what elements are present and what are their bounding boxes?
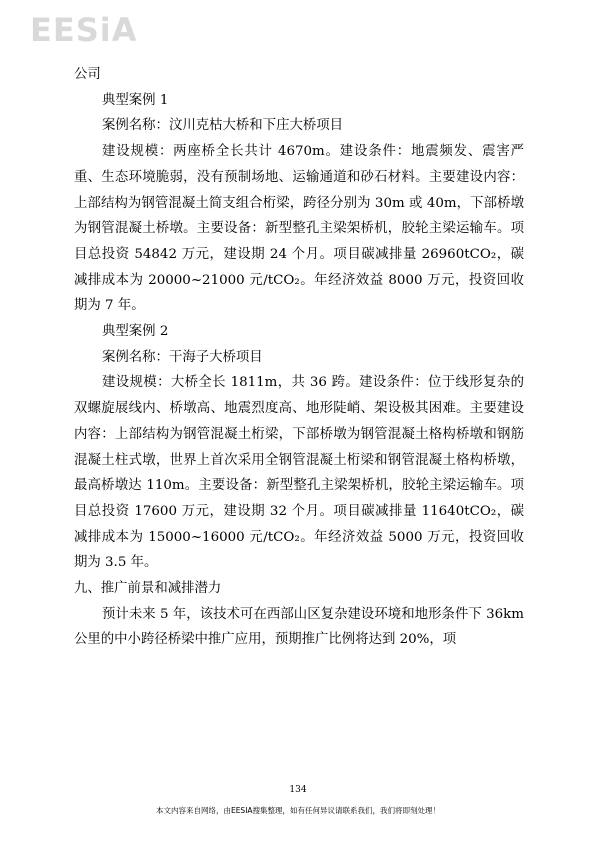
case-heading-2: 典型案例 2	[102, 324, 169, 340]
case-description-2: 建设规模：大桥全长 1811m，共 36 跨。建设条件：位于线形复杂的双螺旋展线内、桥墩高、地震烈度高、地形陡峭、架设极其困难。主要建设内容：上部结构为钢管混凝土桁梁，下部桥墩为钢管混凝土格构桥墩和钢筋混凝土柱式墩，世界上首次采用全钢管混凝土桁梁和钢管混凝土格构桥墩，最高桥墩达 110m。主要设备：新型整孔主梁架桥机，胶轮主梁运输车。项目总投资 17600 万元，建设期 32 个月。项目碳减排量 11640tCO₂，碳减排成本为 15000~16000 元/tCO₂。年经济效益 5000 万元，投资回收期为 3.5 年。	[74, 375, 524, 571]
page-number: 134	[289, 785, 307, 795]
section-heading-9: 九、推广前景和减排潜力	[74, 581, 222, 597]
paragraph-company: 公司	[74, 67, 101, 82]
case-description-1: 建设规模：两座桥全长共计 4670m。建设条件：地震频发、震害严重、生态环境脆弱，没有预制场地、运输通道和砂石材料。主要建设内容：上部结构为钢管混凝土简支组合桁梁，跨径分别为 30m 或 40m，下部桥墩为钢管混凝土桥墩。主要设备：新型整孔主梁架桥机，胶轮主梁运输车。项目总投资 54842 万元，建设期 24 个月。项目碳减排量 26960tCO₂，碳减排成本为 20000~21000 元/tCO₂。年经济效益 8000 万元，投资回收期为 7 年。	[74, 144, 524, 314]
footer-disclaimer: 本文内容来自网络，由EESIA搜集整理，如有任何异议请联系我们，我们将即刻处理！	[155, 806, 441, 815]
paragraph-outlook: 预计未来 5 年，该技术可在西部山区复杂建设环境和地形条件下 36km 公里的中小跨径桥梁中推广应用，预期推广比例将达到 20%，项	[74, 606, 524, 648]
case-name-2: 案例名称：干海子大桥项目	[102, 349, 263, 365]
case-heading-1: 典型案例 1	[102, 92, 169, 108]
case-name-1: 案例名称：汶川克枯大桥和下庄大桥项目	[102, 118, 344, 134]
document-body	[74, 62, 524, 653]
eesia-logo: EESiA	[30, 11, 138, 49]
